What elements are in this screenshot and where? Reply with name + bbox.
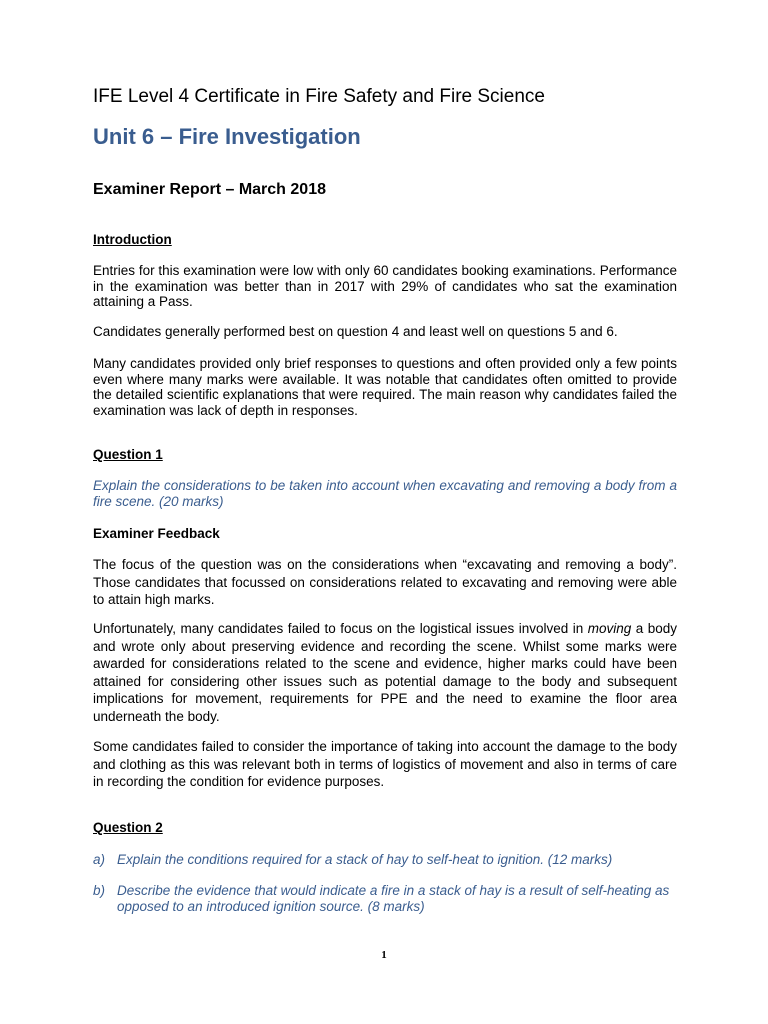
question-2-heading: Question 2 <box>93 820 163 835</box>
page-number: 1 <box>381 949 387 961</box>
feedback-paragraph-2-end: a body and wrote only about preserving evidence and recording the scene. Whilst some marks were awarded for considerations related to the scene and evidence, higher marks could have been attained for considering other issues such as potential damage to the body and subsequent implications for movement, requirements for PPE and the need to examine the floor area underneath the body. <box>93 621 677 724</box>
feedback-paragraph-1: The focus of the question was on the considerations when “excavating and removing a body”. Those candidates that focussed on considerations related to excavating and removing were able to attain high marks. <box>93 557 677 607</box>
certificate-title: IFE Level 4 Certificate in Fire Safety and Fire Science <box>93 86 545 107</box>
item-label: a) <box>93 852 106 867</box>
introduction-heading: Introduction <box>93 232 172 247</box>
introduction-paragraph-3: Many candidates provided only brief responses to questions and often provided only a few points even where many marks were available. It was notable that candidates often omitted to provide the detailed scientific explanations that were required. The main reason why candidates failed the examination was lack of depth in responses. <box>93 356 677 418</box>
item-label: b) <box>93 883 106 898</box>
question-2-item-a <box>93 852 677 868</box>
feedback-paragraph-2 <box>93 620 677 725</box>
item-text: Explain the conditions required for a stack of hay to self-heat to ignition. (12 marks) <box>117 852 613 867</box>
emphasis-moving: moving <box>587 621 632 636</box>
feedback-paragraph-3: Some candidates failed to consider the importance of taking into account the damage to the body and clothing as this was relevant both in terms of logistics of movement and also in terms of care in recording the condition for evidence purposes. <box>93 739 677 789</box>
report-title: Examiner Report – March 2018 <box>93 181 326 198</box>
introduction-paragraph-1: Entries for this examination were low with only 60 candidates booking examinations. Performance in the examination was better than in 2017 with 29% of candidates who sat the examination attaining a Pass. <box>93 263 677 309</box>
unit-title: Unit 6 – Fire Investigation <box>93 124 361 149</box>
introduction-paragraph-2: Candidates generally performed best on question 4 and least well on questions 5 and 6. <box>93 324 618 339</box>
examiner-feedback-heading: Examiner Feedback <box>93 526 220 541</box>
question-2-item-b <box>93 883 677 915</box>
feedback-paragraph-2-start: Unfortunately, many candidates failed to focus on the logistical issues involved in <box>93 621 588 636</box>
item-text: Describe the evidence that would indicate a fire in a stack of hay is a result of self-heating as opposed to an introduced ignition source. (8 marks) <box>117 883 670 914</box>
question-1-text: Explain the considerations to be taken into account when excavating and removing a body from a fire scene. (20 marks) <box>93 478 677 509</box>
question-1-heading: Question 1 <box>93 447 163 462</box>
